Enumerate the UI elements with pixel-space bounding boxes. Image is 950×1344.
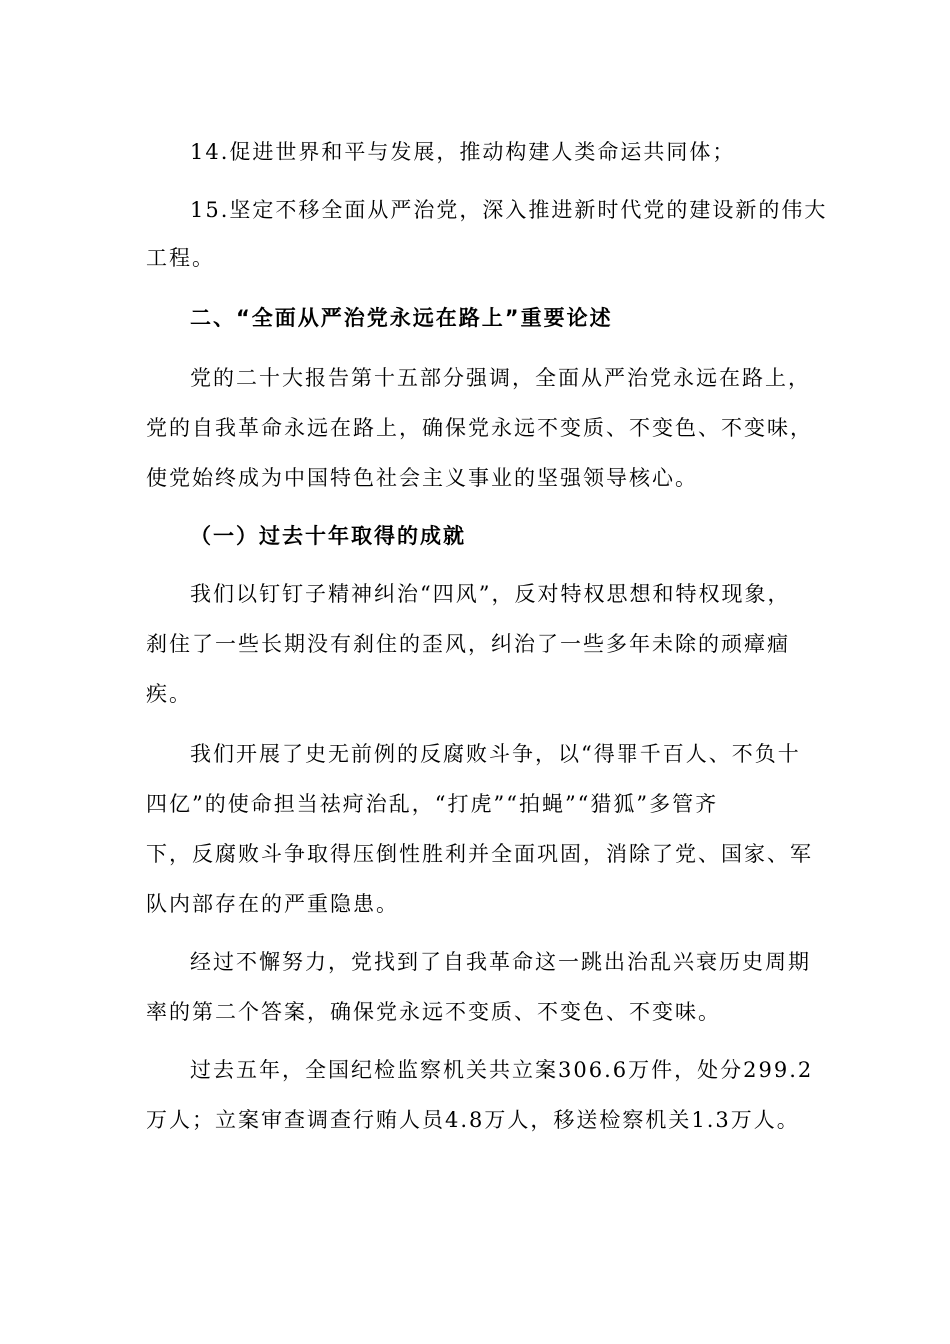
para2-line-2: 四亿”的使命担当祛疴治乱，“打虎”“拍蝇”“猎狐”多管齐 — [146, 792, 719, 816]
list-item-15-line-2: 工程。 — [146, 246, 215, 270]
intro-line-3: 使党始终成为中国特色社会主义事业的坚强领导核心。 — [146, 466, 698, 490]
para1-line-2: 刹住了一些长期没有刹住的歪风，纠治了一些多年未除的顽瘴痼 — [146, 632, 790, 656]
para2-line-1: 我们开展了史无前例的反腐败斗争，以“得罪千百人、不负十 — [190, 742, 801, 766]
section-heading: 二、“全面从严治党永远在路上”重要论述 — [190, 306, 613, 330]
subheading: （一）过去十年取得的成就 — [190, 524, 466, 548]
para4-line-2: 万人；立案审查调查行贿人员4.8万人，移送检察机关1.3万人。 — [146, 1108, 800, 1132]
para2-line-4: 队内部存在的严重隐患。 — [146, 892, 399, 916]
intro-line-1: 党的二十大报告第十五部分强调，全面从严治党永远在路上， — [190, 366, 811, 390]
list-item-15-line-1: 15.坚定不移全面从严治党，深入推进新时代党的建设新的伟大 — [190, 198, 828, 222]
para3-line-2: 率的第二个答案，确保党永远不变质、不变色、不变味。 — [146, 1000, 721, 1024]
para3-line-1: 经过不懈努力，党找到了自我革命这一跳出治乱兴衰历史周期 — [190, 950, 811, 974]
para1-line-1: 我们以钉钉子精神纠治“四风”，反对特权思想和特权现象， — [190, 582, 791, 606]
para2-line-3: 下，反腐败斗争取得压倒性胜利并全面巩固，消除了党、国家、军 — [146, 842, 813, 866]
intro-line-2: 党的自我革命永远在路上，确保党永远不变质、不变色、不变味， — [146, 416, 813, 440]
para4-line-1: 过去五年，全国纪检监察机关共立案306.6万件，处分299.2 — [190, 1058, 814, 1082]
list-item-14: 14.促进世界和平与发展，推动构建人类命运共同体； — [190, 140, 736, 164]
para1-line-3: 疾。 — [146, 682, 192, 706]
